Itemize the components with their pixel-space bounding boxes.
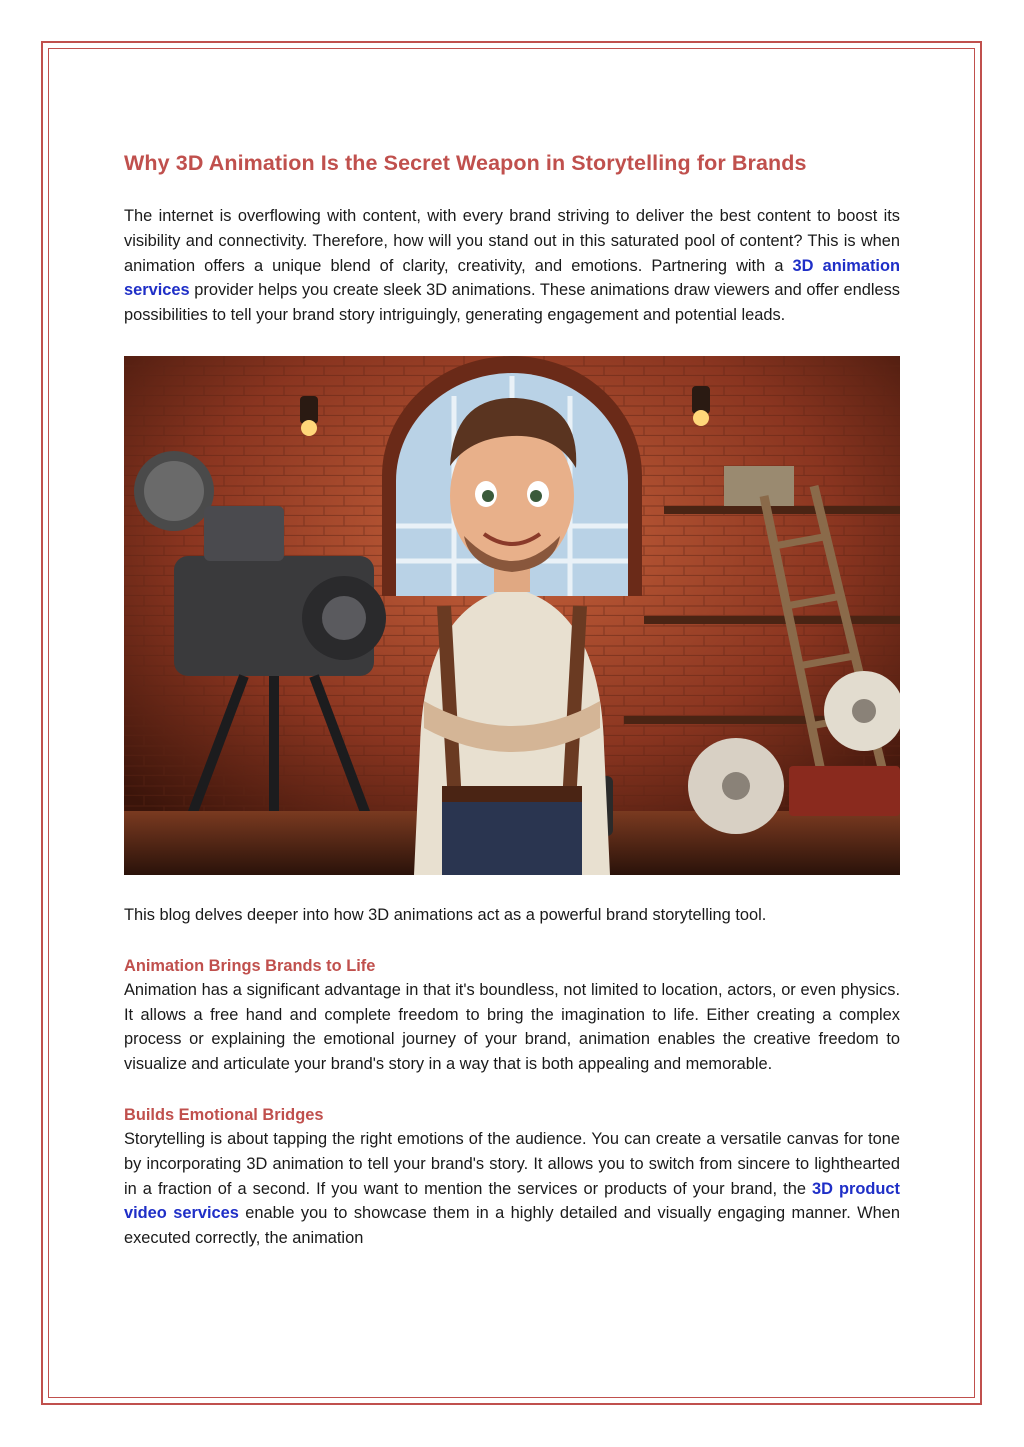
hero-image <box>124 356 900 875</box>
lead-text-start: The internet is overflowing with content, with every brand striving to deliver the best content to boost its visibility and connectivity. Therefore, how will you stand out in this saturated pool of content? This is when animation offers a unique blend of clarity, creativity, and emotions. Partnering with a <box>124 207 900 275</box>
lead-paragraph <box>124 204 900 328</box>
animator-workshop-illustration-icon <box>124 356 900 875</box>
section-brings-brands-to-life <box>124 954 900 1077</box>
document-title: Why 3D Animation Is the Secret Weapon in Storytelling for Brands <box>124 151 807 175</box>
document-body <box>124 148 900 1251</box>
section-emotional-bridges <box>124 1103 900 1251</box>
lead-text-end: provider helps you create sleek 3D animations. These animations draw viewers and offer endless possibilities to tell your brand story intriguingly, generating engagement and potential leads. <box>124 281 900 325</box>
3d-product-video-services-link[interactable]: 3D product video services <box>124 1179 900 1223</box>
section-text-start: Storytelling is about tapping the right emotions of the audience. You can create a versatile canvas for tone by incorporating 3D animation to tell your brand's story. It allows you to switch from sincere to lighthearted in a fraction of a second. If you want to mention the services or products of your brand, the <box>124 1129 900 1198</box>
section-body: Animation has a significant advantage in that it's boundless, not limited to location, actors, or even physics. It allows a free hand and complete freedom to bring the imagination to life. Either creating a complex process or explaining the emotional journey of your brand, animation enables the creative freedom to visualize and articulate your brand's story in a way that is both appealing and memorable. <box>124 980 900 1074</box>
section-heading: Animation Brings Brands to Life <box>124 956 376 975</box>
3d-animation-services-link[interactable]: 3D animation services <box>124 256 901 300</box>
intro-paragraph: This blog delves deeper into how 3D animations act as a powerful brand storytelling tool. <box>124 905 767 924</box>
section-heading: Builds Emotional Bridges <box>124 1105 324 1124</box>
section-body <box>124 1127 900 1251</box>
section-text-end: enable you to showcase them in a highly detailed and visually engaging manner. When executed correctly, the animation <box>124 1204 900 1248</box>
